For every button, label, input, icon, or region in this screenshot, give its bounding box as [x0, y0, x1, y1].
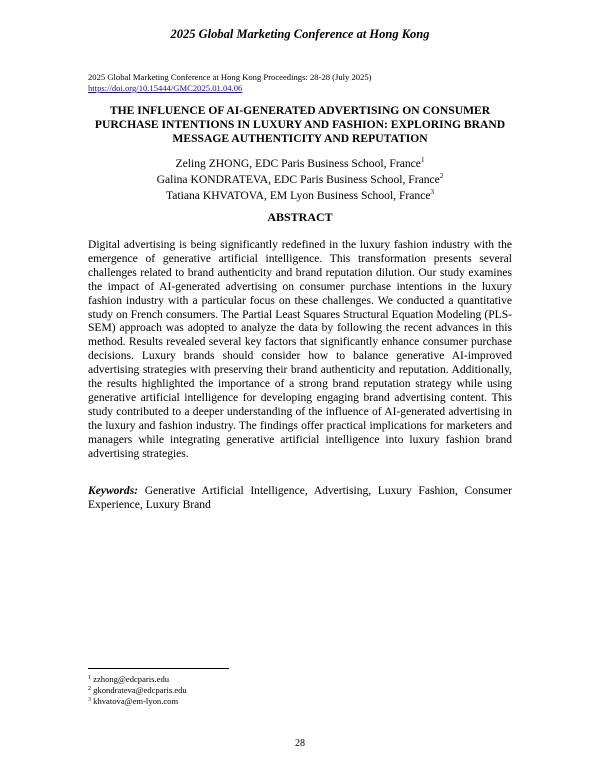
author-footnote-mark: 1 [420, 156, 425, 164]
author-list [60, 156, 540, 205]
footnote-email: zzhong@edcparis.edu [93, 674, 170, 684]
author-line [60, 188, 540, 204]
keywords [88, 484, 512, 512]
footnote-email: gkondrateva@edcparis.edu [93, 684, 187, 695]
doi-link[interactable]: https://doi.org/10.15444/GMC2025.01.04.06 [88, 83, 243, 93]
author-name: Galina KONDRATEVA, EDC Paris Business School, France [156, 173, 440, 187]
running-header: 2025 Global Marketing Conference at Hong Kong [170, 27, 430, 41]
proceedings-citation: 2025 Global Marketing Conference at Hong Kong Proceedings: 28-28 (July 2025) [88, 72, 372, 82]
footnote-divider [88, 668, 229, 669]
author-name: Tatiana KHVATOVA, EM Lyon Business School, France [165, 189, 431, 203]
author-name: Zeling ZHONG, EDC Paris Business School, France [175, 157, 421, 170]
footnote-email: khvatova@em-lyon.com [93, 695, 179, 706]
keywords-text: Generative Artificial Intelligence, Advertising, Luxury Fashion, Consumer Experience, Luxury Brand [88, 485, 512, 511]
footnote-mark: 1 [88, 675, 91, 681]
abstract-heading: ABSTRACT [267, 210, 333, 224]
paper-title: THE INFLUENCE OF AI-GENERATED ADVERTISING ON CONSUMER PURCHASE INTENTIONS IN LUXURY AND FASHION: EXPLORING BRAND MESSAGE AUTHENTICITY AND REPUTATION [94, 104, 506, 145]
footnote [88, 685, 388, 696]
footnotes [88, 674, 388, 706]
keywords-label: Keywords: [88, 485, 139, 497]
footnote-mark: 3 [88, 696, 91, 703]
author-footnote-mark: 3 [430, 188, 435, 197]
proceedings-info [88, 72, 528, 94]
abstract-text: Digital advertising is being significantly redefined in the luxury fashion industry with the emergence of generative artificial intelligence. This transformation presents several challenges related to brand authenticity and brand reputation dilution. Our study examines the impact of AI-generated advertising on consumer purchase intentions in the luxury fashion industry with a particular focus on these challenges. We conducted a quantitative study on French consumers. The Partial Least Squares Structural Equation Modeling (PLS-SEM) approach was adopted to analyze the data by following the recent advances in this method. Results revealed several key factors that significantly enhance consumer purchase decisions. Luxury brands should consider how to balance generative AI-improved advertising strategies with preserving their brand authenticity and reputation. Additionally, the results highlighted the importance of a strong brand reputation strategy while using generative artificial intelligence for developing engaging brand advertising content. This study contributed to a deeper understanding of the influence of AI-generated advertising in the luxury and fashion industry. The findings offer practical implications for marketers and managers while integrating generative artificial intelligence into luxury fashion brand advertising strategies. [88, 239, 512, 460]
footnote-mark: 2 [88, 685, 91, 692]
footnote [88, 696, 388, 707]
page-number: 28 [295, 738, 305, 749]
author-line [60, 172, 540, 188]
footnote [88, 674, 388, 685]
author-footnote-mark: 2 [439, 172, 444, 181]
author-line [60, 156, 540, 172]
